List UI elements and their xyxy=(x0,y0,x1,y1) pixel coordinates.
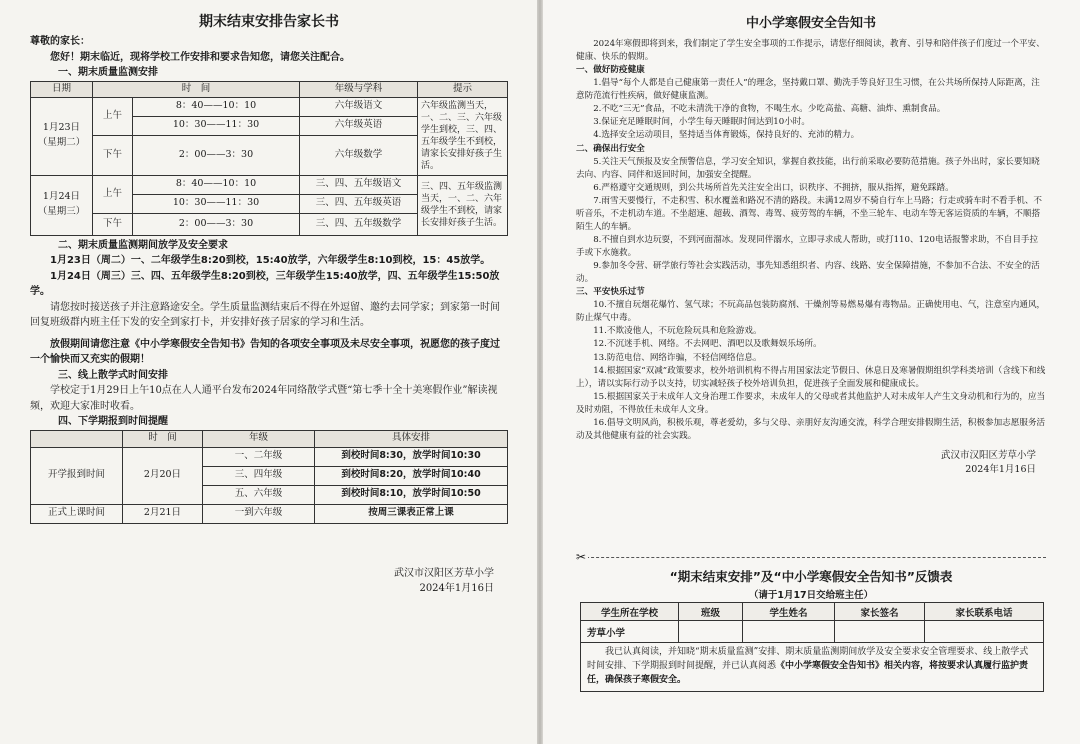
list-item: 11.不欺凌他人，不玩危险玩具和危险游戏。 xyxy=(593,326,762,337)
header-subject: 年级与学科 xyxy=(300,81,418,97)
list-item: 12.不沉迷手机、网络。不去网吧、酒吧以及歌舞娱乐场所。 xyxy=(593,339,822,350)
list-item: 7.雨雪天要慢行，不走积雪、积水覆盖和路况不清的路段。未满12周岁不骑自行车上马路；行走或骑车时不看手机、不听音乐，不走机动车道。不坐超速、超载、酒驾、毒驾、疲劳驾的车辆，不坐三轮车、电动车等无客运资质的车辆，不顺搭陌生人的车辆。 xyxy=(576,195,1043,232)
header-time: 时 间 xyxy=(93,81,300,97)
class-field[interactable] xyxy=(679,621,743,643)
header-class: 班级 xyxy=(679,603,743,621)
date-cell: 1月24日 （星期三） xyxy=(31,175,93,235)
table-row xyxy=(581,643,1044,692)
list-item: 4.选择安全运动项目，坚持适当体育锻炼，保持良好的、充沛的精力。 xyxy=(593,130,860,141)
class-start-label: 正式上课时间 xyxy=(31,504,123,523)
online-ceremony-text: 学校定于1月29日上午10点在人人通平台发布2024年同络散学式暨“第七季十全十美寒假作业”解读视频，欢迎大家准时收看。 xyxy=(30,385,498,412)
grade-cell: 五、六年级 xyxy=(203,485,315,504)
class-start-date: 2月21日 xyxy=(123,504,203,523)
schedule-cell: 到校时间8:30，放学时间10:30 xyxy=(315,447,508,466)
time-cell: 2：00——3：30 xyxy=(133,213,300,235)
section-3-heading: 三、线上散学式时间安排 xyxy=(58,369,168,381)
school-signature: 武汉市汉阳区芳草小学 xyxy=(394,567,494,579)
letter-title: 期末结束安排告家长书 xyxy=(199,14,339,30)
table-row xyxy=(581,621,1044,643)
schedule-cell: 按周三课表正常上课 xyxy=(315,504,508,523)
grade-cell: 一到六年级 xyxy=(203,504,315,523)
feedback-table xyxy=(580,602,1044,692)
registration-label: 开学报到时间 xyxy=(31,447,123,504)
table-row xyxy=(31,97,508,116)
dismissal-line-2: 1月24日（周三）三、四、五年级学生8:20到校，三年级学生15:40放学，四、五年级学生15:50放学。 xyxy=(30,270,500,297)
list-item: 3.保证充足睡眠时间，小学生每天睡眠时间达到10小时。 xyxy=(593,117,810,128)
declaration-text: 我已认真阅读，并知晓“期末质量监测”安排、期末质量监测期间放学及安全要求安全管理要求、线上散学式时间安排、下学期报到时间提醒，并已认真阅悉《中小学寒假安全告知书》相关内容，将按要求认真履行监护责任，确保孩子寒假安全。 xyxy=(581,643,1044,692)
subject-cell: 三、四、五年级语文 xyxy=(300,175,418,194)
subject-cell: 六年级语文 xyxy=(300,97,418,116)
list-item: 15.根据国家关于未成年人文身治理工作要求，未成年人的父母或者其他监护人对未成年人产生文身动机和行为的，应当及时劝阻，不得放任未成年人文身。 xyxy=(576,391,1046,415)
header-blank xyxy=(31,430,123,447)
table-header-row xyxy=(31,430,508,447)
safety-paragraph: 请您按时接送孩子并注意路途安全。学生质量监测结束后不得在外逗留、邀约去同学家；到家第一时间回复班级群内班主任下发的安全到家打卡，并安排好孩子居家的学习和生活。 xyxy=(30,301,500,328)
letter-date: 2024年1月16日 xyxy=(419,583,494,594)
table-row xyxy=(31,175,508,194)
right-page xyxy=(540,0,1080,744)
parent-signature-field[interactable] xyxy=(835,621,925,643)
parent-phone-field[interactable] xyxy=(925,621,1044,643)
notice-intro: 2024年寒假即将到来，我们制定了学生安全事项的工作提示，请您仔细阅读，教育、引导和陪伴孩子们度过一个平安、健康、快乐的假期。 xyxy=(576,39,1045,63)
list-item: 13.防范电信、网络诈骗，不轻信网络信息。 xyxy=(593,352,762,363)
list-item: 14.根据国家“双减”政策要求，校外培训机构不得占用国家法定节假日、休息日及寒暑假期组织学科类培训（含线下和线上），请以实际行动予以支持，切实减轻孩子校外培训负担，促进孩子全面发展和健康成长。 xyxy=(576,365,1046,389)
period-am: 上午 xyxy=(93,97,133,135)
header-grade: 年级 xyxy=(203,430,315,447)
table-row xyxy=(31,504,508,523)
table-header-row xyxy=(581,603,1044,621)
header-time: 时 间 xyxy=(123,430,203,447)
table-header-row xyxy=(31,81,508,97)
student-name-field[interactable] xyxy=(743,621,835,643)
feedback-form xyxy=(580,602,1044,692)
holiday-notice: 放假期间请您注意《中小学寒假安全告知书》告知的各项安全事项及未尽安全事项，祝愿您的孩子度过一个愉快而又充实的假期！ xyxy=(30,338,500,365)
parent-letter xyxy=(30,0,508,597)
notice-signature: 武汉市汉阳区芳草小学 xyxy=(940,449,1036,461)
intro-text: 您好！期末临近，现将学校工作安排和要求告知您，请您关注配合。 xyxy=(50,51,350,63)
exam-schedule-table xyxy=(30,81,508,236)
header-school: 学生所在学校 xyxy=(581,603,679,621)
grade-cell: 三、四年级 xyxy=(203,466,315,485)
time-cell: 10：30——11：30 xyxy=(133,116,300,135)
registration-date: 2月20日 xyxy=(123,447,203,504)
safety-notice xyxy=(576,0,1046,478)
list-item: 6.严格遵守交通规则，到公共场所首先关注安全出口，识秩序、不拥挤，服从指挥，避免踩踏。 xyxy=(593,182,954,193)
subject-cell: 三、四、五年级英语 xyxy=(300,194,418,213)
registration-table xyxy=(30,430,508,524)
header-date: 日期 xyxy=(31,81,93,97)
list-item: 8.不擅自到水边玩耍，不到河面溜冰。发现同伴溺水，立即寻求成人帮助，或打110、120电话报警求助，不自目手拉手或下水施救。 xyxy=(576,234,1039,258)
cut-line xyxy=(576,557,1046,558)
header-student-name: 学生姓名 xyxy=(743,603,835,621)
school-cell: 芳草小学 xyxy=(581,621,679,643)
feedback-subtitle: （请于1月17日交给班主任） xyxy=(748,590,874,601)
feedback-title: “期末结束安排”及“中小学寒假安全告知书”反馈表 xyxy=(669,569,953,584)
time-cell: 8：40——10：10 xyxy=(133,97,300,116)
list-item: 9.参加冬令营、研学旅行等社会实践活动，事先知悉组织者、内容、线路、安全保障措施，不参加不合法、不安全的活动。 xyxy=(576,261,1040,285)
period-pm: 下午 xyxy=(93,135,133,175)
section-1-heading: 一、期末质量监测安排 xyxy=(58,67,158,78)
schedule-cell: 到校时间8:20，放学时间10:40 xyxy=(315,466,508,485)
list-item: 5.关注天气预报及安全预警信息，学习安全知识，掌握自救技能，出行前采取必要防范措施。孩子外出时，家长要知晓去向、内容、同伴和返回时间，加强安全提醒。 xyxy=(576,156,1040,180)
header-note: 提示 xyxy=(418,81,508,97)
notice-heading-2: 二、确保出行安全 xyxy=(576,143,645,154)
header-arrangement: 具体安排 xyxy=(315,430,508,447)
dismissal-line-1: 1月23日（周二）一、二年级学生8:20到校，15:40放学，六年级学生8:10到校，15：45放学。 xyxy=(50,255,491,266)
subject-cell: 六年级数学 xyxy=(300,135,418,175)
section-4-heading: 四、下学期报到时间提醒 xyxy=(58,416,168,427)
period-am: 上午 xyxy=(93,175,133,213)
list-item: 2.不吃“三无”食品，不吃未清洗干净的食物，不喝生水。少吃高盐、高糖、油炸、熏制食品。 xyxy=(593,104,946,115)
subject-cell: 六年级英语 xyxy=(300,116,418,135)
subject-cell: 三、四、五年级数学 xyxy=(300,213,418,235)
header-parent-phone: 家长联系电话 xyxy=(925,603,1044,621)
period-pm: 下午 xyxy=(93,213,133,235)
list-item: 10.不擅自玩烟花爆竹、氢气球；不玩高品包装防腐剂、干燥剂等易燃易爆有毒物品。正确使用电、气，注意室内通风，防止煤气中毒。 xyxy=(576,300,1046,324)
schedule-cell: 到校时间8:10，放学时间10:50 xyxy=(315,485,508,504)
salutation: 尊敬的家长： xyxy=(30,36,90,47)
list-item: 1.倡导“每个人都是自己健康第一责任人”的理念，坚持戴口罩、勤洗手等良好卫生习惯，在公共场所保持人际距离，注意防范流行性疾病，做好健康监测。 xyxy=(576,78,1040,102)
time-cell: 10：30——11：30 xyxy=(133,194,300,213)
notice-title: 中小学寒假安全告知书 xyxy=(745,16,876,31)
list-item: 16.倡导文明风尚，积极乐观，尊老爱幼，多与父母、亲朋好友沟通交流，科学合理安排假期生活，积极参加志愿服务活动及其他健康有益的社会实践。 xyxy=(576,417,1046,441)
page-gutter xyxy=(537,0,543,744)
time-cell: 2：00——3：30 xyxy=(133,135,300,175)
section-2-heading: 二、期末质量监测期间放学及安全要求 xyxy=(58,239,228,251)
time-cell: 8：40——10：10 xyxy=(133,175,300,194)
header-parent-signature: 家长签名 xyxy=(835,603,925,621)
notice-heading-1: 一、做好防疫健康 xyxy=(576,65,645,76)
date-cell: 1月23日 （星期二） xyxy=(31,97,93,175)
scissors-icon: ✂ xyxy=(576,550,587,564)
note-cell: 三、四、五年级监测当天，一、二、六年级学生不到校，请家长安排好孩子生活。 xyxy=(418,175,508,235)
notice-heading-3: 三、平安快乐过节 xyxy=(576,287,645,298)
note-cell: 六年级监测当天，一、二、三、六年级学生到校，三、四、五年级学生不到校，请家长安排好孩子生活。 xyxy=(418,97,508,175)
notice-date: 2024年1月16日 xyxy=(965,464,1036,476)
table-row xyxy=(31,447,508,466)
grade-cell: 一、二年级 xyxy=(203,447,315,466)
